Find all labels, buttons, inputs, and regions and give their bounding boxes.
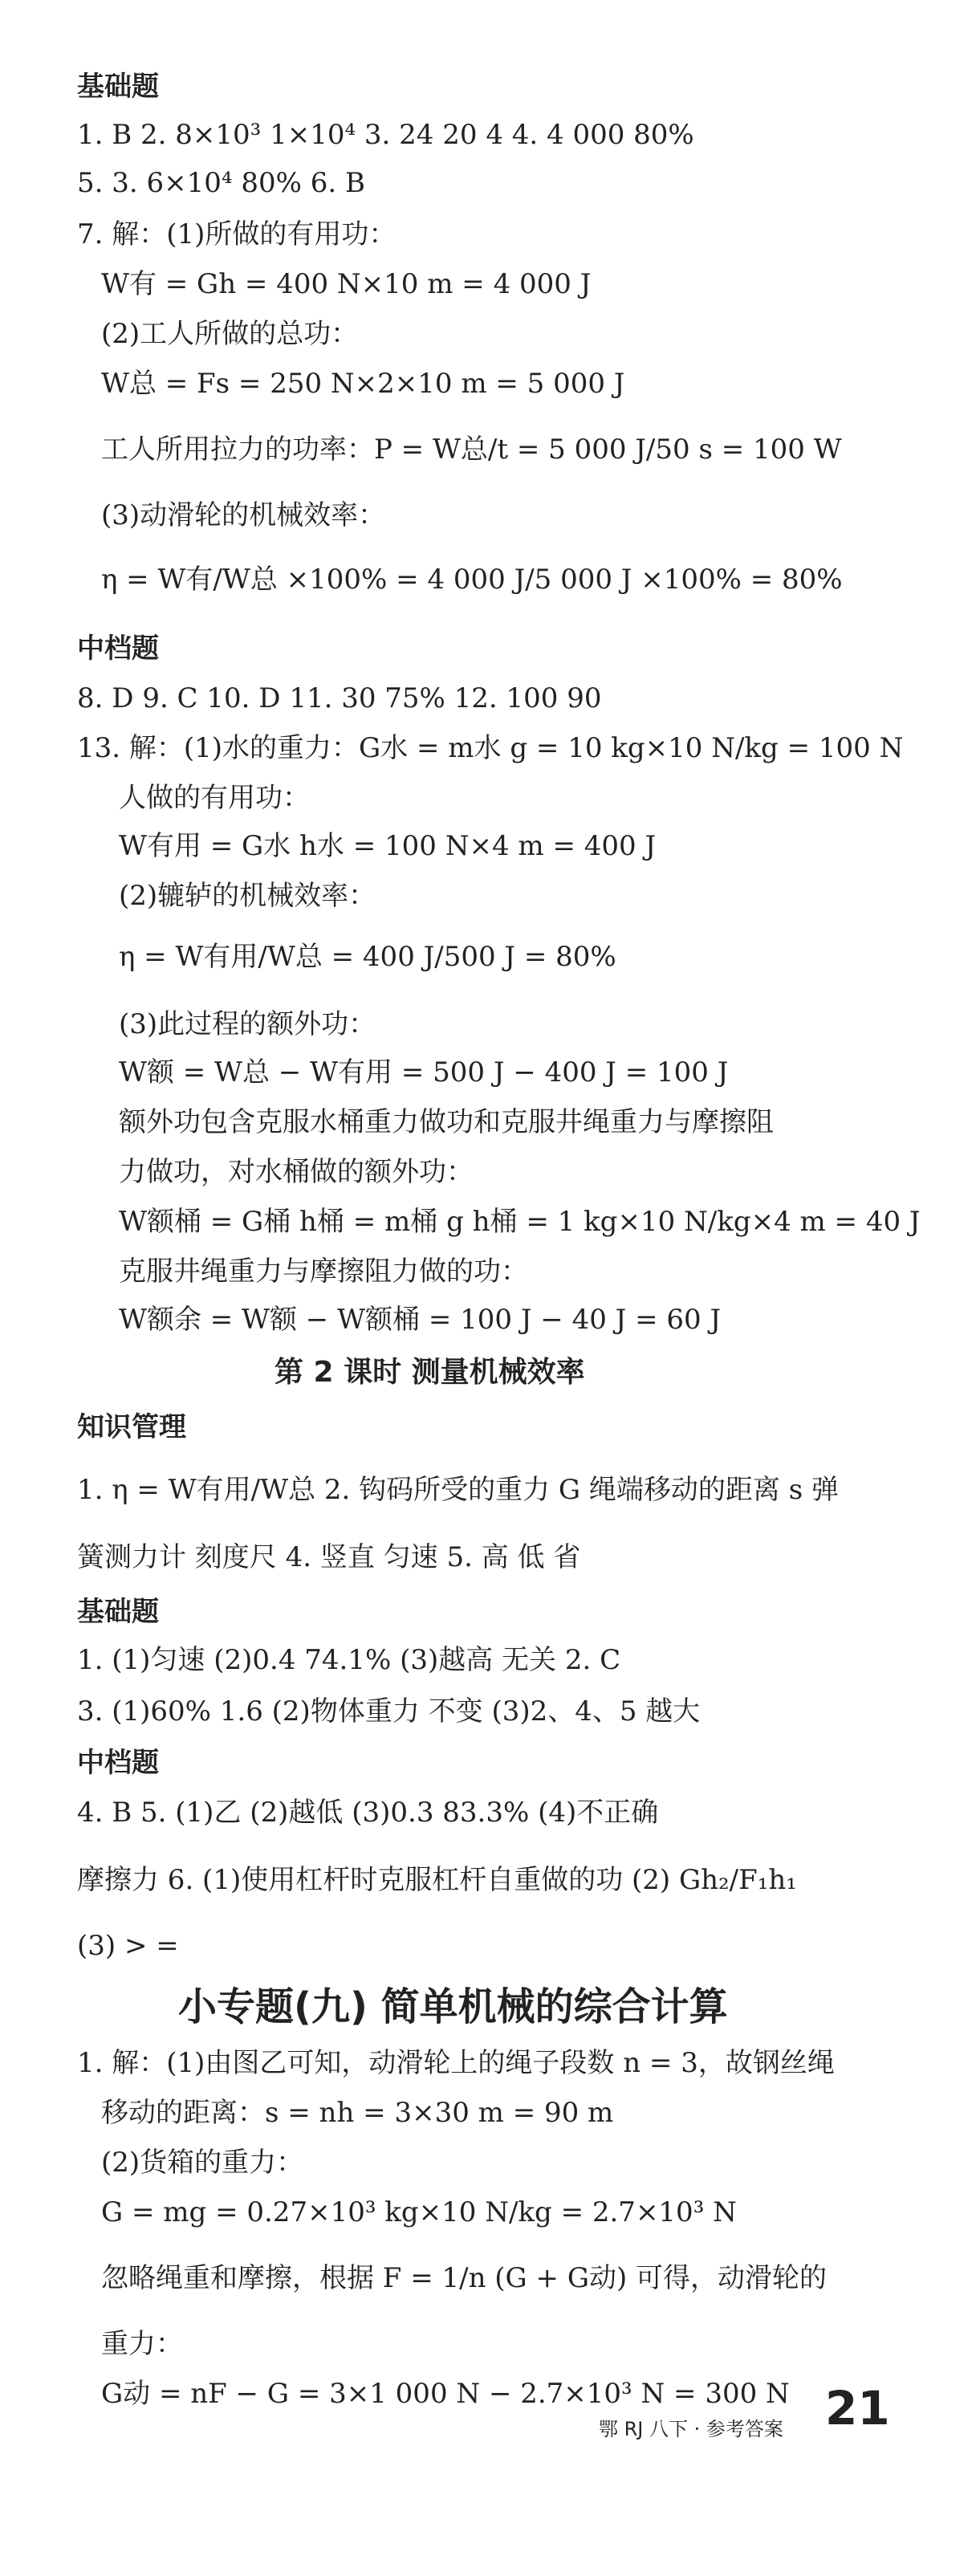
- answer-line: 8. D 9. C 10. D 11. 30 75% 12. 100 90: [77, 682, 602, 714]
- answer-line: 1. 解：(1)由图乙可知，动滑轮上的绳子段数 n = 3，故钢丝绳: [77, 2047, 835, 2079]
- answer-line: 1. η = W有用/W总 2. 钩码所受的重力 G 绳端移动的距离 s 弹: [77, 1474, 839, 1506]
- answer-line: W总 = Fs = 250 N×2×10 m = 5 000 J: [101, 368, 625, 400]
- answer-line: (2)工人所做的总功：: [101, 318, 359, 350]
- answer-line: (2)货箱的重力：: [101, 2147, 304, 2179]
- answer-line: W额 = W总 − W有用 = 500 J − 400 J = 100 J: [119, 1056, 729, 1089]
- answer-line: 人做的有用功：: [119, 782, 310, 814]
- answer-line: η = W有用/W总 = 400 J/500 J = 80%: [119, 941, 616, 973]
- section-heading: 中档题: [77, 1747, 159, 1779]
- answer-line: 1. (1)匀速 (2)0.4 74.1% (3)越高 无关 2. C: [77, 1644, 621, 1676]
- lesson-title: 第 2 课时 测量机械效率: [274, 1356, 585, 1389]
- answer-line: G动 = nF − G = 3×1 000 N − 2.7×10³ N = 300 N: [101, 2378, 790, 2410]
- section-heading: 中档题: [77, 633, 159, 665]
- answer-line: 5. 3. 6×10⁴ 80% 6. B: [77, 167, 365, 199]
- answer-line: W有 = Gh = 400 N×10 m = 4 000 J: [101, 268, 592, 300]
- answer-line: 克服井绳重力与摩擦阻力做的功：: [119, 1255, 528, 1288]
- section-heading: 基础题: [77, 71, 159, 103]
- page-number: 21: [825, 2381, 890, 2436]
- answer-line: (3)动滑轮的机械效率：: [101, 499, 386, 531]
- answer-line: 忽略绳重和摩擦，根据 F = 1/n (G + G动) 可得，动滑轮的: [101, 2262, 828, 2294]
- answer-line: W额余 = W额 − W额桶 = 100 J − 40 J = 60 J: [119, 1304, 722, 1336]
- section-heading: 知识管理: [77, 1411, 186, 1443]
- topic-title: 小专题(九) 简单机械的综合计算: [178, 1984, 728, 2029]
- answer-line: (3)此过程的额外功：: [119, 1008, 376, 1040]
- section-heading: 基础题: [77, 1596, 159, 1628]
- answer-line: (3) > =: [77, 1930, 179, 1962]
- answer-line: 摩擦力 6. (1)使用杠杆时克服杠杆自重做的功 (2) Gh₂/F₁h₁: [77, 1864, 797, 1896]
- footer-label: 鄂 RJ 八下 · 参考答案: [599, 2418, 783, 2440]
- answer-line: (2)辘轳的机械效率：: [119, 880, 376, 912]
- answer-line: 1. B 2. 8×10³ 1×10⁴ 3. 24 20 4 4. 4 000 80%: [77, 119, 694, 151]
- answer-line: 移动的距离：s = nh = 3×30 m = 90 m: [101, 2097, 614, 2129]
- answer-line: W有用 = G水 h水 = 100 N×4 m = 400 J: [119, 830, 657, 862]
- answer-line: 重力：: [101, 2328, 183, 2360]
- answer-line: 力做功，对水桶做的额外功：: [119, 1156, 474, 1188]
- answer-line: 3. (1)60% 1.6 (2)物体重力 不变 (3)2、4、5 越大: [77, 1695, 701, 1728]
- answer-line: 工人所用拉力的功率：P = W总/t = 5 000 J/50 s = 100 W: [101, 433, 842, 466]
- answer-line: 7. 解：(1)所做的有用功：: [77, 218, 396, 250]
- answer-line: 额外功包含克服水桶重力做功和克服井绳重力与摩擦阻: [119, 1106, 774, 1138]
- answer-line: 4. B 5. (1)乙 (2)越低 (3)0.3 83.3% (4)不正确: [77, 1797, 659, 1829]
- answer-line: 簧测力计 刻度尺 4. 竖直 匀速 5. 高 低 省: [77, 1541, 581, 1573]
- answer-line: W额桶 = G桶 h桶 = m桶 g h桶 = 1 kg×10 N/kg×4 m = 40 J: [119, 1206, 921, 1238]
- answer-line: η = W有/W总 ×100% = 4 000 J/5 000 J ×100% = 80%: [101, 564, 843, 596]
- answer-line: 13. 解：(1)水的重力：G水 = m水 g = 10 kg×10 N/kg = 100 N: [77, 732, 904, 764]
- answer-line: G = mg = 0.27×10³ kg×10 N/kg = 2.7×10³ N: [101, 2196, 737, 2228]
